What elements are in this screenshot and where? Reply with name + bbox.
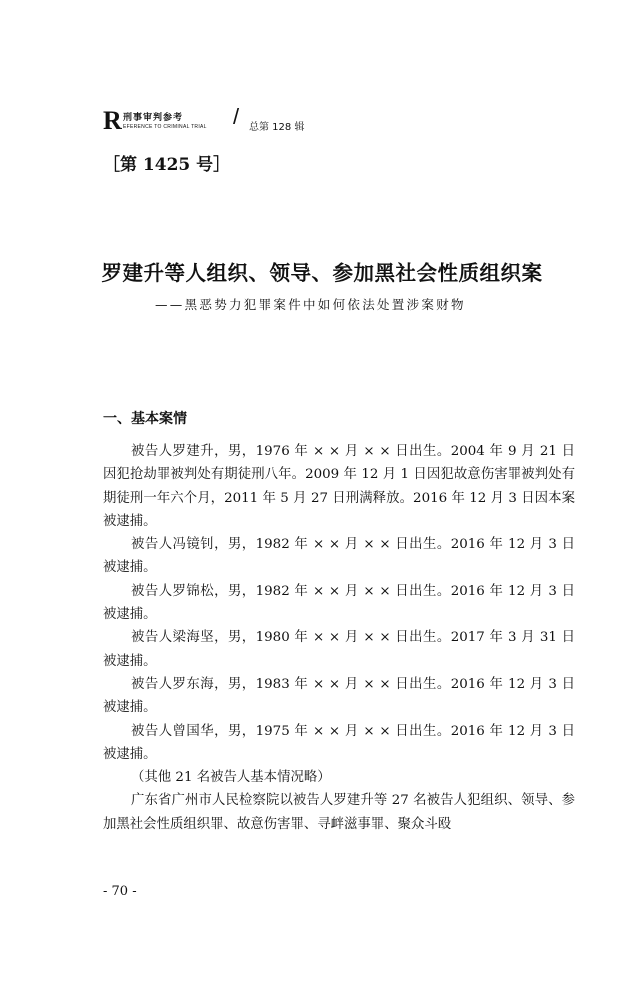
journal-name-cn: 刑事审判参考 [123, 113, 184, 123]
paragraph: 被告人梁海坚，男，1980 年 × × 月 × × 日出生。2017 年 3 月 31 日被逮捕。 [103, 630, 575, 669]
paragraph: 广东省广州市人民检察院以被告人罗建升等 27 名被告人犯组织、领导、参加黑社会性质组织罪、故意伤害罪、寻衅滋事罪、聚众斗殴 [103, 793, 575, 832]
paragraph: 被告人罗锦松，男，1982 年 × × 月 × × 日出生。2016 年 12 月 3 日被逮捕。 [103, 583, 575, 623]
case-subtitle: ——黑恶势力犯罪案件中如何依法处置涉案财物 [155, 297, 466, 312]
header-separator: / [233, 104, 240, 129]
body-text [103, 440, 575, 836]
case-title: 罗建升等人组织、领导、参加黑社会性质组织案 [101, 261, 543, 285]
case-number: ［第 1425 号］ [103, 155, 231, 175]
issue-number: 总第 128 辑 [249, 122, 305, 133]
journal-header [103, 104, 403, 138]
journal-name-en: EFERENCE TO CRIMINAL TRIAL [123, 124, 207, 130]
paragraph: 被告人冯镜钊，男，1982 年 × × 月 × × 日出生。2016 年 12 月 3 日被逮捕。 [103, 537, 575, 576]
paragraph: 被告人罗建升，男，1976 年 × × 月 × × 日出生。2004 年 9 月 21 日因犯抢劫罪被判处有期徒刑八年。2009 年 12 月 1 日因犯故意伤害罪被判处有期徒刑一年六个月，2011 年 5 月 27 日刑满释放。2016 年 12 月 3 日因本案被逮捕。 [103, 444, 575, 529]
journal-logo-letter: R [103, 106, 122, 135]
page-number: - 70 - [103, 884, 137, 899]
paragraph: 被告人曾国华，男，1975 年 × × 月 × × 日出生。2016 年 12 月 3 日被逮捕。 [103, 723, 575, 762]
section-heading: 一、基本案情 [103, 411, 187, 427]
paragraph: （其他 21 名被告人基本情况略） [131, 770, 331, 786]
paragraph: 被告人罗东海，男，1983 年 × × 月 × × 日出生。2016 年 12 月 3 日被逮捕。 [103, 676, 575, 716]
